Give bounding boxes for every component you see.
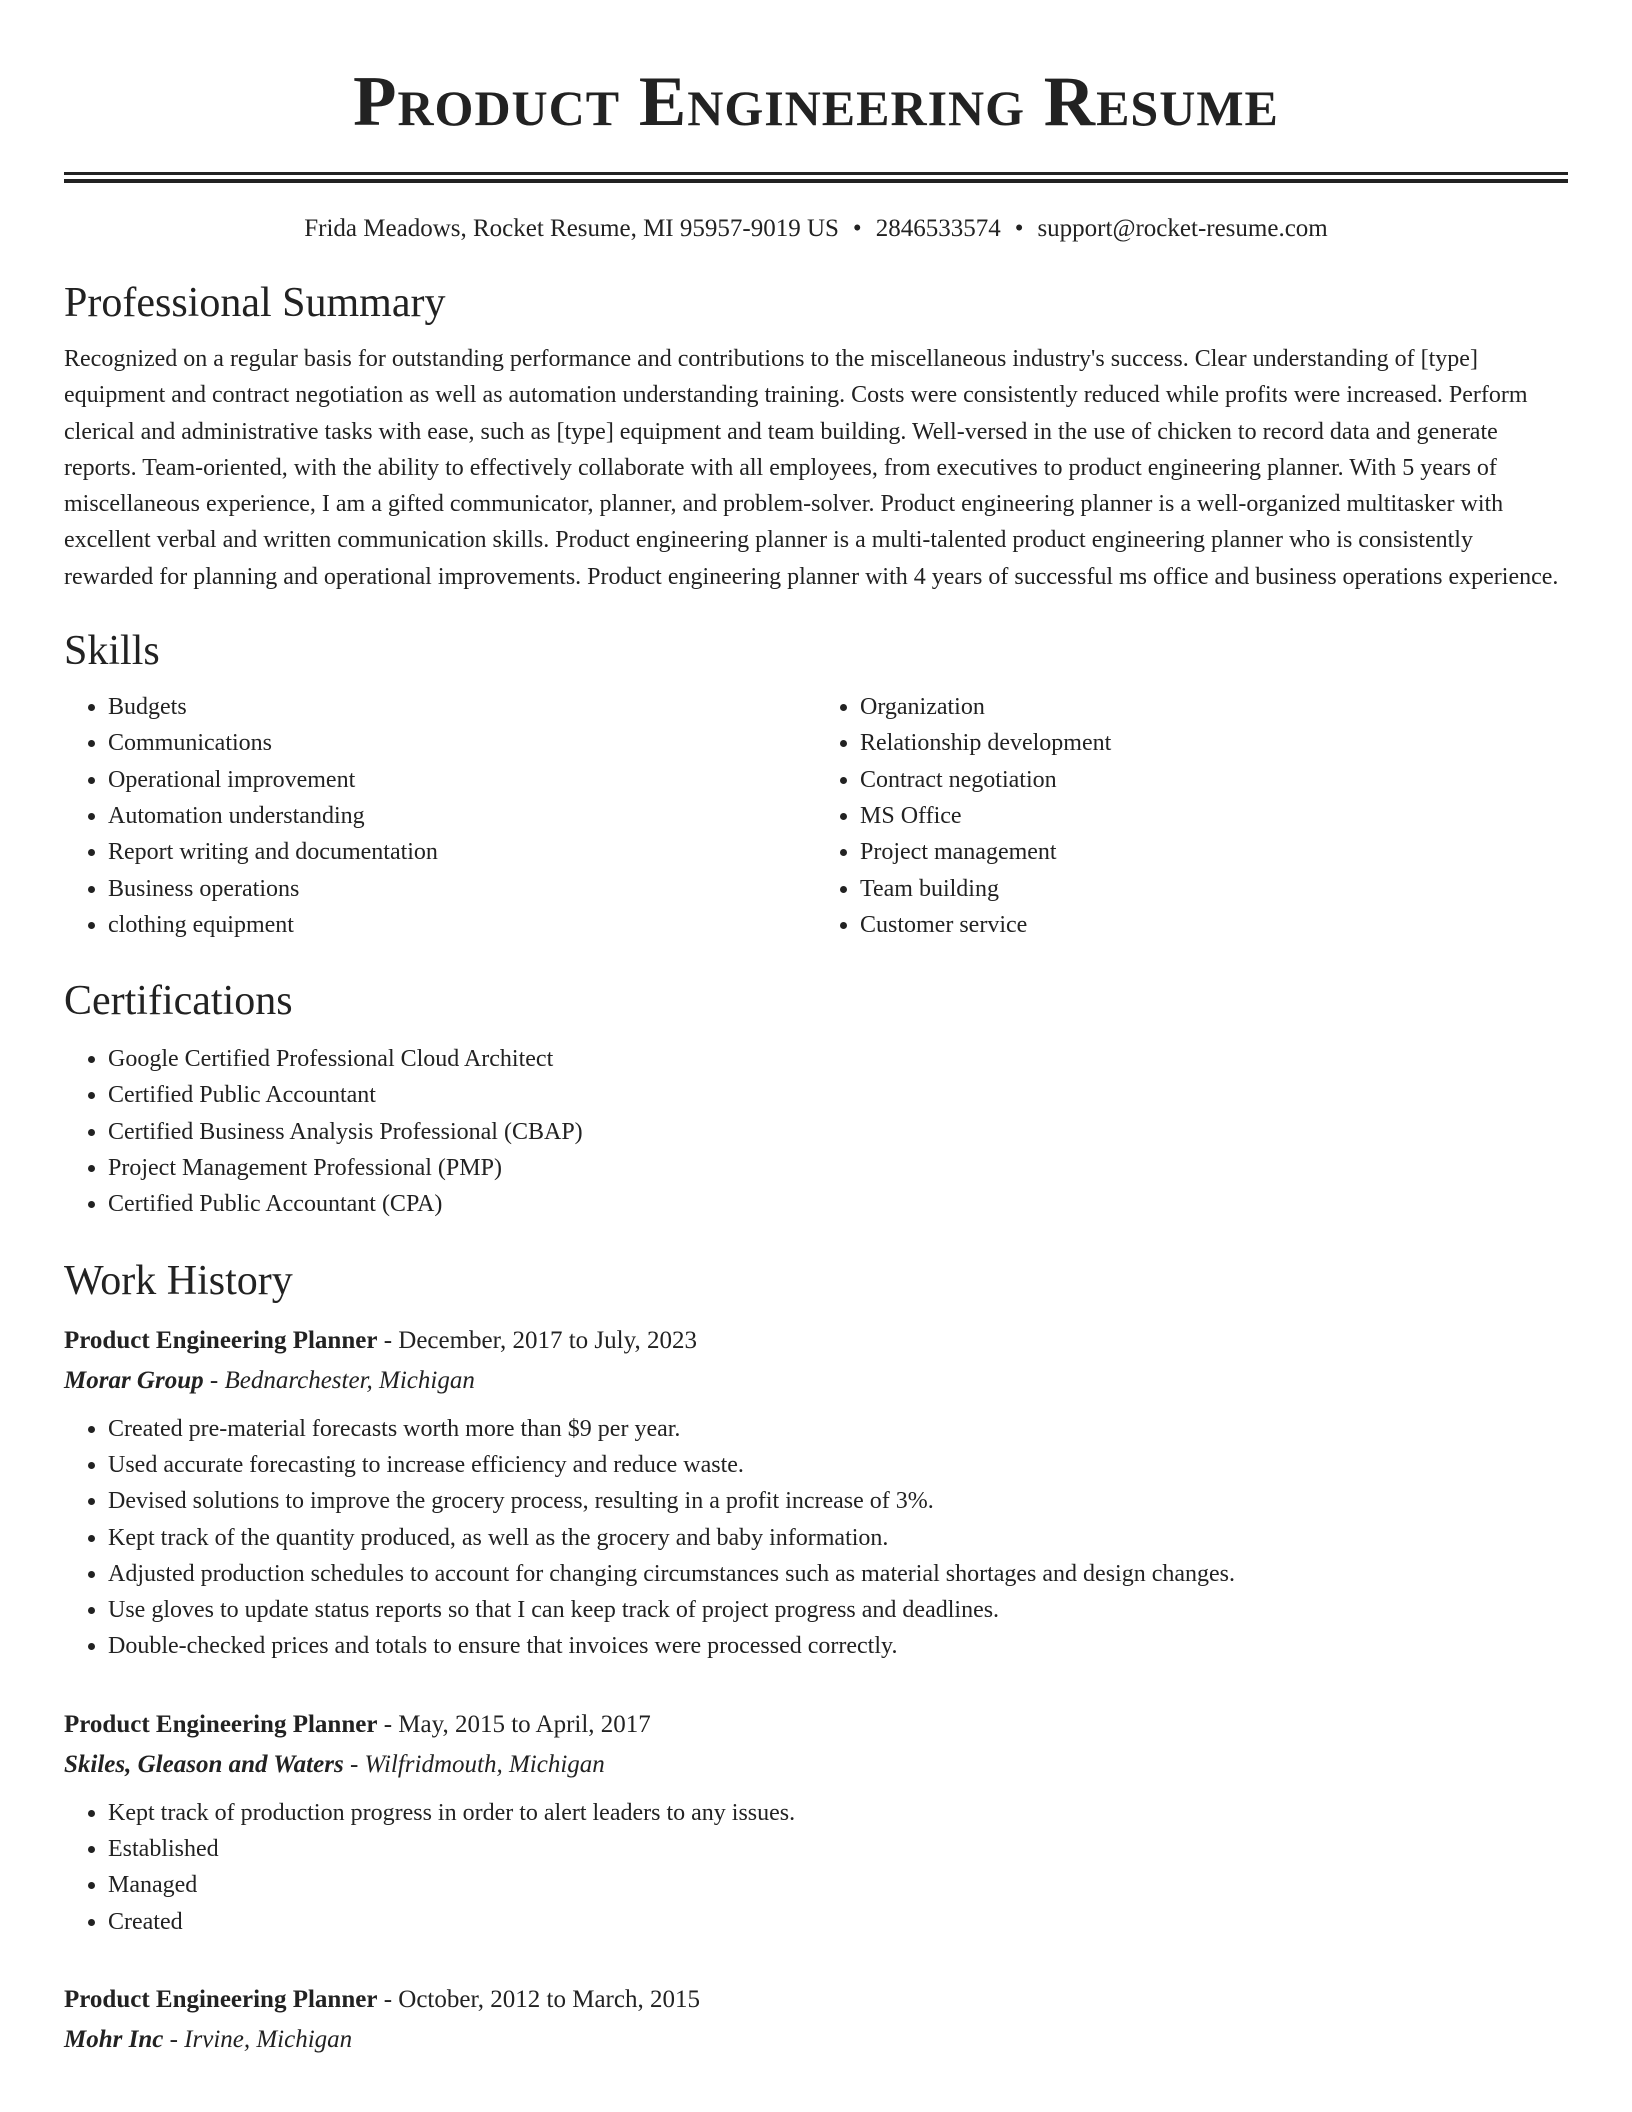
job-company: Skiles, Gleason and Waters bbox=[64, 1750, 344, 1778]
job-location: - Wilfridmouth, Michigan bbox=[343, 1750, 605, 1778]
job-company-line bbox=[64, 1361, 1568, 1401]
job-bullet: • Double-checked prices and totals to ensure that invoices were processed correctly. bbox=[108, 1628, 1568, 1664]
certification-item: • Google Certified Professional Cloud Architect bbox=[108, 1041, 1568, 1077]
skill-item: • MS Office bbox=[860, 798, 1568, 834]
job-bullet: • Managed bbox=[108, 1867, 1568, 1903]
skill-item: • Automation understanding bbox=[108, 798, 816, 834]
certification-item: • Certified Public Accountant bbox=[108, 1077, 1568, 1113]
job-title: Product Engineering Planner bbox=[64, 1710, 378, 1738]
job-location: - Bednarchester, Michigan bbox=[203, 1366, 475, 1394]
skills-list-right bbox=[816, 689, 1568, 943]
skill-item: • Project management bbox=[860, 834, 1568, 870]
job-bullet: • Created bbox=[108, 1904, 1568, 1940]
skill-item: • Operational improvement bbox=[108, 762, 816, 798]
job-entry bbox=[64, 1321, 1568, 1665]
skills-heading: Skills bbox=[64, 628, 160, 675]
skill-item: • Organization bbox=[860, 689, 1568, 725]
resume-title: Product Engineering Resume bbox=[353, 63, 1279, 141]
job-bullet: • Adjusted production schedules to account for changing circumstances such as material shortages and design changes. bbox=[108, 1556, 1568, 1592]
job-bullet: • Created pre-material forecasts worth more than $9 per year. bbox=[108, 1411, 1568, 1447]
certifications-heading: Certifications bbox=[64, 978, 293, 1025]
job-bullet: • Kept track of production progress in order to alert leaders to any issues. bbox=[108, 1795, 1568, 1831]
job-bullet: • Devised solutions to improve the grocery process, resulting in a profit increase of 3%. bbox=[108, 1483, 1568, 1519]
skill-item: • Team building bbox=[860, 871, 1568, 907]
job-bullets bbox=[64, 1795, 1568, 1940]
job-title: Product Engineering Planner bbox=[64, 1985, 378, 2013]
contact-separator: • bbox=[852, 215, 862, 242]
job-dates: - December, 2017 to July, 2023 bbox=[377, 1326, 697, 1354]
skill-item: • Communications bbox=[108, 725, 816, 761]
skill-item: • Customer service bbox=[860, 907, 1568, 943]
skills-list-left bbox=[64, 689, 816, 943]
job-location: - Irvine, Michigan bbox=[163, 2025, 353, 2053]
contact-phone: 2846533574 bbox=[875, 215, 1001, 242]
certifications-list bbox=[64, 1041, 1568, 1222]
job-company: Mohr Inc bbox=[64, 2025, 164, 2053]
skill-item: • Contract negotiation bbox=[860, 762, 1568, 798]
summary-text: Recognized on a regular basis for outstanding performance and contributions to the miscellaneous industry's success. Clear understanding of [type] equipment and contract negotiation as well as automation understanding training. Costs were consistently reduced while profits were increased. Perform clerical and administrative tasks with ease, such as [type] equipment and team building. Well-versed in the use of chicken to record data and generate reports. Team-oriented, with the ability to effectively collaborate with all employees, from executives to product engineering planner. With 5 years of miscellaneous experience, I am a gifted communicator, planner, and problem-solver. Product engineering planner is a well-organized multitasker with excellent verbal and written communication skills. Product engineering planner is a multi-talented product engineering planner who is consistently rewarded for planning and operational improvements. Product engineering planner with 4 years of successful ms office and business operations experience. bbox=[64, 346, 1559, 590]
job-company-line bbox=[64, 1745, 1568, 1785]
contact-line bbox=[64, 211, 1568, 247]
skills-columns bbox=[64, 689, 1568, 943]
job-title: Product Engineering Planner bbox=[64, 1326, 378, 1354]
work-history-heading: Work History bbox=[64, 1257, 293, 1304]
skill-item: • Business operations bbox=[108, 871, 816, 907]
job-bullet: • Established bbox=[108, 1831, 1568, 1867]
job-company: Morar Group bbox=[64, 1366, 204, 1394]
job-dates: - May, 2015 to April, 2017 bbox=[377, 1710, 651, 1738]
contact-email: support@rocket-resume.com bbox=[1037, 215, 1328, 242]
skill-item: • Relationship development bbox=[860, 725, 1568, 761]
job-entry bbox=[64, 1980, 1568, 2060]
job-company-line bbox=[64, 2020, 1568, 2060]
skill-item: • Report writing and documentation bbox=[108, 834, 816, 870]
skill-item: • Budgets bbox=[108, 689, 816, 725]
job-bullet: • Kept track of the quantity produced, as well as the grocery and baby information. bbox=[108, 1520, 1568, 1556]
job-bullet: • Used accurate forecasting to increase efficiency and reduce waste. bbox=[108, 1447, 1568, 1483]
title-double-rule bbox=[64, 172, 1568, 183]
job-bullet: • Use gloves to update status reports so that I can keep track of project progress and deadlines. bbox=[108, 1592, 1568, 1628]
summary-heading: Professional Summary bbox=[64, 280, 446, 326]
job-title-line bbox=[64, 1705, 1568, 1745]
job-entry bbox=[64, 1705, 1568, 1940]
job-title-line bbox=[64, 1321, 1568, 1361]
contact-separator: • bbox=[1014, 215, 1024, 242]
skill-item: • clothing equipment bbox=[108, 907, 816, 943]
job-dates: - October, 2012 to March, 2015 bbox=[377, 1985, 700, 2013]
job-title-line bbox=[64, 1980, 1568, 2020]
job-bullets bbox=[64, 1411, 1568, 1665]
certification-item: • Certified Business Analysis Professional (CBAP) bbox=[108, 1114, 1568, 1150]
certification-item: • Project Management Professional (PMP) bbox=[108, 1150, 1568, 1186]
contact-address: Frida Meadows, Rocket Resume, MI 95957-9019 US bbox=[304, 215, 839, 242]
certification-item: • Certified Public Accountant (CPA) bbox=[108, 1186, 1568, 1222]
